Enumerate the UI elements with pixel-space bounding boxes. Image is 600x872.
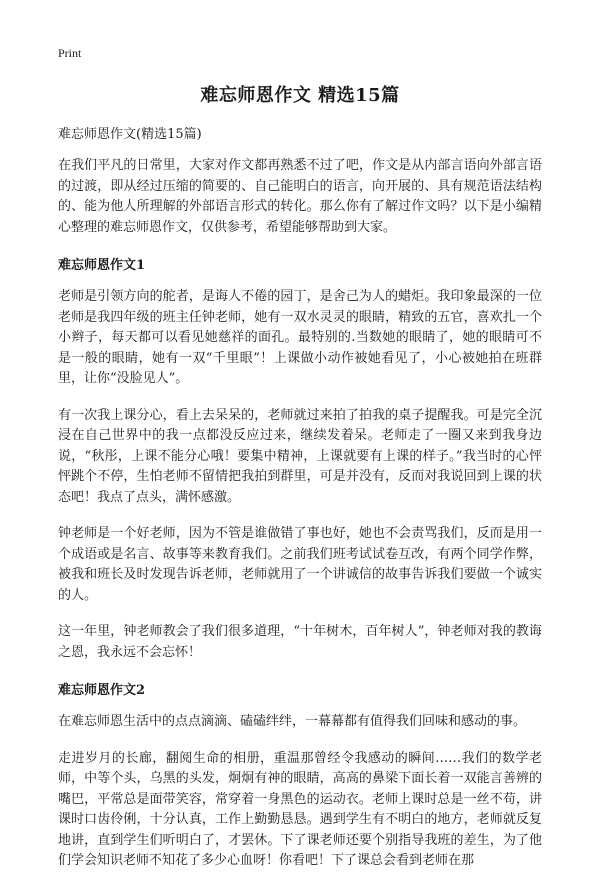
- section-2-paragraph-2: 走进岁月的长廊，翻阅生命的相册，重温那曾经令我感动的瞬间……我们的数学老师，中等个头，乌黑的头发，炯炯有神的眼睛，高高的鼻梁下面长着一双能言善辨的嘴巴，平常总是面带笑容，常穿着一身黑色的运动衣。老师上课时总是一丝不苟，讲课时口齿伶俐，十分认真，工作上勤勤恳恳。遇到学生有不明白的地方，老师就反复地讲，直到学生们听明白了，才罢休。下了课老师还要个别指导我班的差生，为了他们学会知识老师不知花了多少心血呀！你看吧！下了课总会看到老师在那: [58, 750, 542, 868]
- document-title: 难忘师恩作文 精选15篇: [200, 85, 400, 106]
- section-1-paragraph-4: 这一年里，钟老师教会了我们很多道理，“十年树木，百年树人”，钟老师对我的教诲之恩，我永远不会忘怀！: [58, 624, 542, 660]
- section-1-paragraph-2: 有一次我上课分心，看上去呆呆的，老师就过来拍了拍我的桌子提醒我。可是完全沉浸在自己世界中的我一点都没反应过来，继续发着呆。老师走了一圈又来到我身边说，“秋彤，上课不能分心哦！要集中精神，上课就要有上课的样子。”我当时的心怦怦跳个不停，生怕老师不留情把我拍到群里，可是并没有，反而对我说回到上课的状态吧！我点了点头，满怀感激。: [58, 407, 542, 505]
- section-1-paragraph-1: 老师是引领方向的舵者，是诲人不倦的园丁，是舍己为人的蜡炬。我印象最深的一位老师是我四年级的班主任钟老师，她有一双水灵灵的眼睛，精致的五官，喜欢扎一个小辫子，每天都可以看见她慈祥的面孔。最特别的.当数她的眼睛了，她的眼睛可不是一般的眼睛，她有一双“千里眼”！上课做小动作被她看见了，小心被她拍在班群里，让你“没脸见人”。: [58, 289, 542, 386]
- section-1-paragraph-3: 钟老师是一个好老师，因为不管是谁做错了事也好，她也不会责骂我们，反而是用一个成语或是名言、故事等来教育我们。之前我们班考试试卷互改，有两个同学作弊，被我和班长及时发现告诉老师，老师就用了一个讲诚信的故事告诉我们要做一个诚实的人。: [58, 526, 542, 603]
- print-link[interactable]: Print: [58, 46, 82, 60]
- intro-paragraph: 在我们平凡的日常里，大家对作文都再熟悉不过了吧，作文是从内部言语向外部言语的过渡，即从经过压缩的简要的、自己能明白的语言，向开展的、具有规范语法结构的、能为他人所理解的外部语言形式的转化。那么你有了解过作文吗？以下是小编精心整理的难忘师恩作文，仅供参考，希望能够帮助到大家。: [58, 158, 542, 235]
- document-subtitle: 难忘师恩作文(精选15篇): [58, 127, 202, 142]
- section-2-paragraph-1: 在难忘师恩生活中的点点滴滴、磕磕绊绊，一幕幕都有值得我们回味和感动的事。: [58, 714, 527, 729]
- section-heading-1: 难忘师恩作文1: [58, 258, 146, 273]
- section-heading-2: 难忘师恩作文2: [58, 683, 146, 698]
